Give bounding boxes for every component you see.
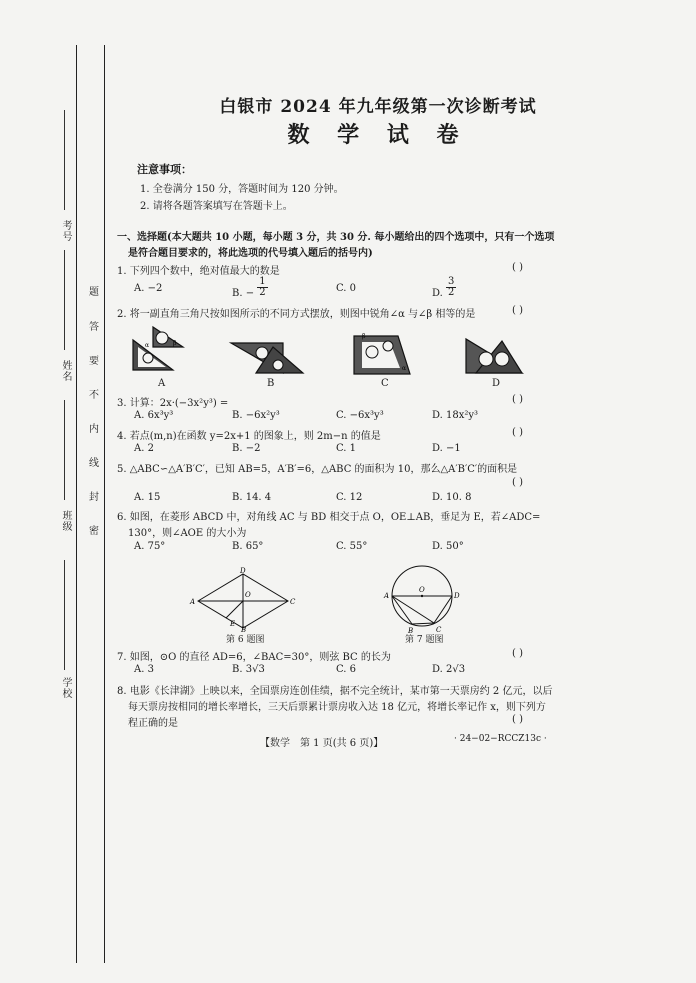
option-b: B. 14. 4: [232, 492, 272, 503]
point-label: O: [419, 586, 425, 594]
seal-char: 答: [89, 322, 99, 333]
exam-title: 白银市 2024 年九年级第一次诊断考试: [219, 97, 537, 117]
point-label: D: [240, 567, 246, 575]
q2-figure-c: [350, 330, 420, 378]
fraction: [257, 277, 267, 298]
option-a: A. 6x³y³: [134, 410, 174, 421]
seal-char: 不: [89, 390, 99, 401]
seal-char: 内: [89, 424, 99, 435]
option-b: B. 3√3: [232, 664, 265, 675]
point-label: D: [454, 592, 460, 600]
option-b: B. −6x²y³: [232, 410, 280, 421]
fraction-num: 1: [259, 276, 266, 287]
figure-label-c: C: [381, 378, 389, 389]
note-item: 2. 请将各题答案填写在答题卡上。: [140, 201, 293, 212]
option-d: D. −1: [432, 443, 461, 454]
option-a: A. 2: [134, 443, 154, 454]
alpha-label: α: [402, 365, 407, 372]
answer-paren: ( ): [512, 427, 523, 438]
option-c: C. 1: [336, 443, 357, 454]
alpha-label: α: [145, 342, 150, 349]
question-8: 8. 电影《长津湖》上映以来，全国票房连创佳绩，据不完全统计，某市第一天票房约 2 亿元，以后: [117, 686, 553, 697]
question-6: 6. 如图，在菱形 ABCD 中，对角线 AC 与 BD 相交于点 O，OE⊥AB，垂足为 E，若∠ADC=: [117, 512, 541, 523]
option-c: C. 55°: [336, 541, 368, 552]
note-item: 1. 全卷满分 150 分，答题时间为 120 分钟。: [140, 184, 344, 195]
point-label: E: [230, 620, 236, 628]
option-c: C. −6x³y³: [336, 410, 384, 421]
figure-caption-6: 第 6 题图: [226, 635, 265, 645]
seal-char: 题: [89, 287, 99, 298]
exam-subtitle: 数 学 试 卷: [287, 122, 469, 148]
binding-line-outer: [76, 45, 77, 963]
answer-paren: ( ): [512, 305, 523, 316]
figure-label-b: B: [267, 378, 275, 389]
option-a: A. 3: [134, 664, 154, 675]
option-c: C. 6: [336, 664, 357, 675]
circle-figure: [382, 562, 462, 634]
section-title-cont: 是符合题目要求的，将此选项的代号填入题后的括号内): [128, 248, 373, 259]
binding-line-inner: [104, 45, 105, 963]
question-2: 2. 将一副直角三角尺按如图所示的不同方式摆放，则图中锐角∠α 与∠β 相等的是: [117, 309, 476, 320]
answer-paren: ( ): [512, 714, 523, 725]
question-8-cont: 程正确的是: [128, 718, 178, 729]
point-label: B: [408, 627, 414, 634]
figure-label-d: D: [492, 378, 501, 389]
option-c: C. 12: [336, 492, 363, 503]
question-8-cont: 每天票房按相同的增长率增长，三天后票累计票房收入达 18 亿元，将增长率记作 x，则下列方: [128, 702, 546, 713]
point-label: A: [190, 598, 196, 606]
beta-label: β: [173, 340, 177, 347]
question-3: 3. 计算：2x·(−3x²y³) =: [117, 398, 229, 409]
option-d: D. 2√3: [432, 664, 466, 675]
page-footer: 【数学 第 1 页(共 6 页)】: [260, 738, 384, 749]
page-code: · 24−02−RCCZ13c ·: [454, 734, 547, 744]
option-d: D. 50°: [432, 541, 464, 552]
banji-label: 班级: [60, 510, 71, 532]
option-a: A. −2: [134, 283, 163, 294]
section-title: 一、选择题(本大题共 10 小题，每小题 3 分，共 30 分. 每小题给出的四个选项中，只有一个选项: [117, 232, 555, 243]
rhombus-figure: [188, 566, 298, 632]
question-4: 4. 若点(m,n)在函数 y=2x+1 的图象上，则 2m−n 的值是: [117, 431, 381, 442]
seal-char: 密: [89, 526, 99, 537]
option-a: A. 15: [134, 492, 161, 503]
fraction: [446, 277, 456, 298]
option-d-prefix: D.: [432, 288, 443, 299]
option-d: D. 10. 8: [432, 492, 472, 503]
xuexiao-underline: [64, 560, 65, 670]
fraction-den: 2: [259, 287, 266, 298]
option-a: A. 75°: [134, 541, 166, 552]
option-b: [232, 277, 268, 298]
question-1: 1. 下列四个数中，绝对值最大的数是: [117, 266, 280, 277]
option-d: [432, 277, 456, 298]
point-label: C: [436, 626, 442, 634]
seal-char: 封: [89, 492, 99, 503]
point-label: C: [290, 598, 296, 606]
q2-figure-b: [228, 335, 308, 377]
option-b: B. −2: [232, 443, 261, 454]
answer-paren: ( ): [512, 262, 523, 273]
option-b: B. 65°: [232, 541, 264, 552]
point-label: O: [245, 591, 251, 599]
beta-label: β: [362, 333, 366, 340]
answer-paren: ( ): [512, 648, 523, 659]
xingming-label: 姓名: [60, 360, 71, 382]
seal-char: 线: [89, 458, 99, 469]
point-label: B: [241, 626, 247, 632]
answer-paren: ( ): [512, 394, 523, 405]
q2-figure-d: [462, 333, 532, 377]
figure-caption-7: 第 7 题图: [405, 635, 444, 645]
seal-char: 要: [89, 356, 99, 367]
fraction-den: 2: [448, 287, 455, 298]
option-b-prefix: B. −: [232, 288, 255, 299]
option-c: C. 0: [336, 283, 357, 294]
banji-underline: [64, 400, 65, 500]
notes-heading: 注意事项：: [137, 163, 192, 176]
question-5: 5. △ABC∽△A′B′C′，已知 AB=5，A′B′=6，△ABC 的面积为 10，那么△A′B′C′的面积是: [117, 464, 518, 475]
question-7: 7. 如图，⊙O 的直径 AD=6，∠BAC=30°，则弦 BC 的长为: [117, 652, 391, 663]
question-6-cont: 130°，则∠AOE 的大小为: [128, 528, 247, 539]
point-label: A: [384, 592, 390, 600]
answer-paren: ( ): [512, 477, 523, 488]
xuexiao-label: 学校: [60, 677, 71, 699]
q2-figure-a: [128, 325, 198, 375]
kaohao-label: 考号: [60, 220, 71, 242]
figure-label-a: A: [158, 378, 166, 389]
fraction-num: 3: [448, 276, 455, 287]
option-d: D. 18x²y³: [432, 410, 479, 421]
xingming-underline: [64, 250, 65, 350]
